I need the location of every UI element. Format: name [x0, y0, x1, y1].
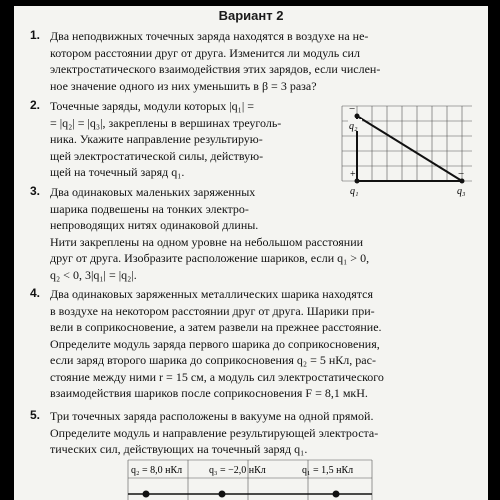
variant-title: Вариант 2 [218, 8, 284, 23]
charge-label-q1: q₁ = 1,5 нКл [302, 465, 354, 476]
triangle [357, 116, 465, 181]
task-line: взаимодействия шариков после соприкосновения F = 8,1 мкН. [50, 386, 368, 400]
task-line: Определите модуль и направление результирующей электроста- [50, 425, 379, 440]
label-q3: q₃ [457, 186, 466, 197]
task-text [50, 28, 380, 94]
sign-q2: − [349, 103, 356, 115]
task-line: ное значение одного из них уменьшить в β = 3 раза? [50, 78, 317, 93]
task-line: друг от друга. Изобразите расположение шариков, если q₁ > 0, [50, 251, 370, 265]
task-line: = |q₂| = |q₃|, закреплены в вершинах треуголь- [50, 115, 282, 130]
task-text [50, 408, 378, 458]
charge-label-q3: q₃ = −2,0 нКл [209, 465, 266, 476]
task-3 [28, 184, 476, 284]
task-text [50, 184, 369, 283]
task-line: Определите модуль заряда первого шарика до соприкосновения, [50, 336, 380, 351]
task-line: непроводящих нитях одинаковой длины. [50, 218, 259, 232]
task-number: 3. [30, 184, 41, 198]
task-line: электростатического взаимодействия этих зарядов, если числен- [50, 62, 381, 76]
task-5 [28, 408, 476, 460]
charge-point-q3 [219, 491, 226, 498]
task-line: в воздухе на некотором расстоянии друг от друга. Шарики при- [50, 303, 375, 318]
task-line: вели в соприкосновение, а затем развели на прежнее расстояние. [50, 320, 382, 334]
task-line: ника. Укажите направление результирую- [50, 132, 263, 146]
task-line: шарика подвешены на тонких электро- [50, 201, 249, 216]
task-line: Два одинаковых заряженных металлических шарика находятся [50, 287, 373, 301]
charge-point-q2 [143, 491, 150, 498]
label-q2: q₂ [349, 121, 358, 132]
task-line: если заряд второго шарика до соприкосновения q₂ = 5 нКл, рас- [50, 353, 376, 367]
task-line: Два одинаковых маленьких заряженных [50, 185, 256, 199]
task-line: стояние между ними r = 15 см, а модуль сил электростатического [50, 369, 384, 384]
task-text [50, 286, 384, 402]
task-text [50, 98, 281, 181]
grid [342, 106, 472, 181]
charges-on-line-diagram [124, 458, 376, 500]
charge-point-q2 [355, 114, 360, 119]
task-line: щей на точечный заряд q₁. [50, 165, 185, 179]
task-line: q₂ < 0, 3|q₁| = |q₂|. [50, 267, 137, 282]
task-line: щей электростатической силы, действую- [50, 148, 264, 163]
task-line: Нити закреплены на одном уровне на небольшом расстоянии [50, 234, 364, 249]
triangle-charges-diagram [332, 102, 478, 198]
task-line: Два неподвижных точечных заряда находятся в воздухе на не- [50, 29, 369, 43]
task-number: 1. [30, 28, 41, 42]
sign-q1: + [350, 169, 356, 180]
sign-q3: − [458, 168, 465, 180]
task-number: 5. [30, 408, 41, 422]
task-line: Три точечных заряда расположены в вакууме на одной прямой. [50, 409, 374, 423]
charge-label-q2: q₂ = 8,0 нКл [131, 465, 183, 476]
task-number: 4. [30, 286, 41, 300]
charge-point-q1 [333, 491, 340, 498]
label-q1: q₁ [350, 186, 359, 197]
task-4 [28, 286, 476, 404]
task-number: 2. [30, 98, 41, 112]
task-line: Точечные заряды, модули которых |q₁| = [50, 99, 254, 113]
task-1 [28, 28, 476, 96]
task-line: котором расстоянии друг от друга. Изменится ли модуль сил [50, 45, 360, 60]
worksheet-page [14, 6, 488, 500]
task-line: тических сил, действующих на точечный заряд q₁. [50, 442, 308, 456]
